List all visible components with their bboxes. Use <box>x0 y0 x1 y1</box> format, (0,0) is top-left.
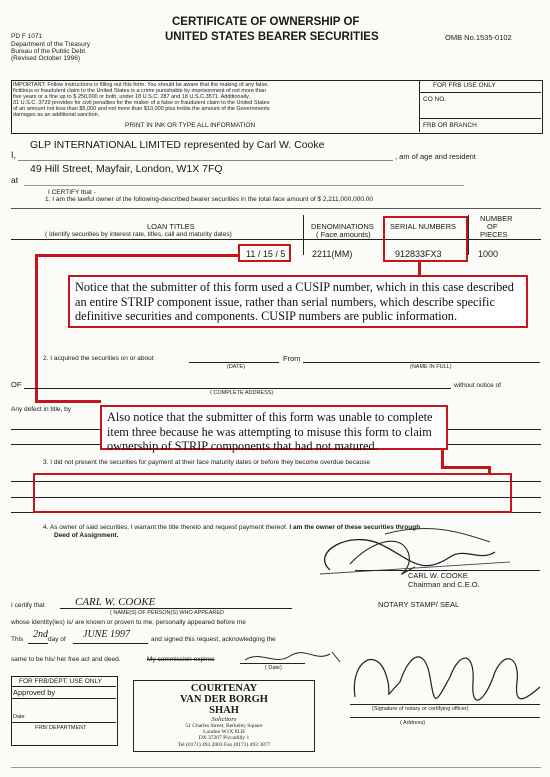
annotation-note-cusip: Notice that the submitter of this form used a CUSIP number, which in this case described an entire STRIP component issue, rather than serial numbers, which describe specific definitive securities and components. CUSIP numbers are public information. <box>68 275 528 328</box>
face-amounts-subheader: ( Face amounts) <box>316 230 371 239</box>
notary-address-caption: ( Address) <box>400 720 426 726</box>
stamp-line-4: Solicitors <box>211 716 237 723</box>
title-line-2: UNITED STATES BEARER SECURITIES <box>165 31 379 43</box>
department-line: Department of the Treasury <box>11 41 91 48</box>
revision-line: (Revised October 1996) <box>11 55 81 62</box>
certify-intro: I CERTIFY that - <box>48 189 96 196</box>
frb-line-2 <box>419 118 541 119</box>
frb-dept-title-line <box>11 686 116 687</box>
date-caption-notary: ( Date) <box>265 665 282 671</box>
owner-prefix: I, <box>11 150 17 160</box>
notary-signature-scribble <box>345 642 545 707</box>
number-header: NUMBER <box>480 214 513 223</box>
table-col-divider-2 <box>468 215 469 255</box>
frb-line-1 <box>419 92 541 93</box>
denominations-header: DENOMINATIONS <box>311 222 374 231</box>
appeared-name-line <box>60 608 292 609</box>
item-4-bold-text-2: Deed of Assignment. <box>54 532 119 539</box>
signed-text: and signed this request, acknowledging the <box>151 636 276 643</box>
notary-stamp-label: NOTARY STAMP/ SEAL <box>378 600 460 609</box>
row-serial-number: 912833FX3 <box>395 249 442 259</box>
row-denomination: 2211(MM) <box>312 249 353 259</box>
day-of-label: day of <box>48 636 66 643</box>
month-line <box>73 643 148 644</box>
row-loan-title: 11 / 15 / 5 <box>246 249 286 259</box>
of-label: OF <box>11 380 22 389</box>
item-2-address-line <box>24 388 451 389</box>
day-handwritten: 2nd <box>33 629 48 640</box>
signer-title: Chairman and C.E.O. <box>408 580 480 589</box>
age-resident-text: , am of age and resident <box>395 152 476 161</box>
appeared-name-handwritten: CARL W. COOKE <box>75 596 156 608</box>
important-line-5: of an amount not less than $5,000 and not more than $10,000 plus treble the amount of the Governments <box>13 106 270 112</box>
frb-dept-title: FOR FRB/DEPT. USE ONLY <box>19 678 102 685</box>
defect-text: Any defect in title, by <box>11 406 71 413</box>
month-year-handwritten: JUNE 1997 <box>83 629 130 640</box>
owner-line <box>18 160 393 161</box>
serial-numbers-header: SERIAL NUMBERS <box>390 222 456 231</box>
frb-branch-label: FRB OR BRANCH <box>423 122 477 129</box>
pieces-header: PIECES <box>480 230 508 239</box>
important-line-1: IMPORTANT: Follow instructions in filling out this form. You should be aware that the making of any false, <box>13 82 269 88</box>
item-2-text: 2. I acquired the securities on or about <box>43 355 154 362</box>
print-note: PRINT IN INK OR TYPE ALL INFORMATION <box>125 122 256 129</box>
commission-expires-struck: My commission expires <box>147 656 215 663</box>
stamp-line-3: SHAH <box>209 705 239 716</box>
frb-department-label: FRB/ DEPARTMENT <box>35 725 87 731</box>
item-3-highlight-box <box>33 473 512 513</box>
name-caption: (NAME IN FULL) <box>410 364 452 370</box>
co-no-label: CO NO. <box>423 96 447 103</box>
date-label-frb: Date <box>13 714 25 720</box>
important-line-4: 31 U.S.C. 3729 provides for civil penalties for the maker of a false or fraudulent claim to the United States <box>13 100 270 106</box>
stamp-line-7: DX 37207 Piccadilly 1 <box>198 735 250 742</box>
without-notice-text: without notice of <box>454 382 501 389</box>
connector-horizontal-2 <box>35 400 101 403</box>
owner-name: GLP INTERNATIONAL LIMITED represented by Carl W. Cooke <box>30 139 325 151</box>
stamp-line-2: VAN DER BORGH <box>180 694 268 705</box>
identity-text: whose identity(ies) is/ are known or proven to me, personally appeared before me <box>11 619 246 626</box>
commission-scribble <box>240 648 350 670</box>
important-line-2: fictitious or fraudulent claim to the United States is a crime punishable by imprisonment of not more than <box>13 88 267 94</box>
notary-address-line <box>350 717 540 718</box>
item-2-date-line <box>189 362 279 363</box>
certify-item-1: 1. I am the lawful owner of the following-described bearer securities in the total face amount of $ 2,211,000,000.00 <box>45 196 373 203</box>
loan-titles-subheader: ( Identify securities by interest rate, titles, call and maturity dates) <box>45 231 232 238</box>
item-4-text: 4. As owner of said securities, I warrant the title thereto and request payment thereof. I am the owner of these securities through <box>43 524 421 531</box>
bottom-rule <box>11 767 541 768</box>
important-line-6: damages as an additional sanction. <box>13 112 100 118</box>
address-caption: ( COMPLETE ADDRESS) <box>210 390 274 396</box>
connector-serial-to-note <box>418 261 421 276</box>
stamp-line-1: COURTENAY <box>190 683 258 694</box>
from-label: From <box>283 354 301 363</box>
stamp-line-8: Tel (0171) 493 2003 Fax (0171) 493 3877 <box>177 741 271 748</box>
title-line-1: CERTIFICATE OF OWNERSHIP OF <box>172 16 360 28</box>
this-label: This <box>11 636 24 643</box>
stamp-line-5: 51 Charles Street, Berkeley Square <box>185 723 263 729</box>
form-number: PD F 1071 <box>11 33 43 40</box>
frb-use-only-label: FOR FRB USE ONLY <box>433 82 496 89</box>
loan-titles-header: LOAN TITLES <box>147 222 195 231</box>
loan-title-highlight-box <box>238 244 291 262</box>
important-line-3: five years or a fine up to $ 250,000 or both, under 18 U.S.C. 287 and 18 U.S.C.3571. Additionally, <box>13 94 250 100</box>
approved-by-label: Approved by <box>13 688 56 697</box>
stamp-line-6: London W1X 8LH <box>203 729 245 736</box>
approved-line <box>11 698 116 699</box>
same-text: same to be his/ her free act and deed. <box>11 656 121 663</box>
frb-box-divider <box>419 80 420 132</box>
at-label: at <box>11 175 19 185</box>
of-header: OF <box>487 222 498 231</box>
frb-date-line <box>11 722 116 723</box>
item-3-text: 3. I did not present the securities for payment at their face maturity dates or before they become overdue because <box>43 459 370 466</box>
names-caption: ( NAME(S) OF PERSON(S) WHO APPEARED <box>110 610 224 616</box>
signer-name: CARL W. COOKE <box>408 571 468 580</box>
solicitor-stamp <box>133 680 315 752</box>
connector-horizontal-1 <box>35 254 240 257</box>
omb-number: OMB No.1535-0102 <box>445 33 512 42</box>
bureau-line: Bureau of the Public Debt <box>11 48 86 55</box>
notary-signature-caption: (Signature of notary or certifying officer) <box>372 706 469 712</box>
date-caption: (DATE) <box>227 364 245 370</box>
address-line <box>24 185 464 186</box>
notary-signature-line <box>350 704 540 705</box>
annotation-note-item-three: Also notice that the submitter of this form was unable to complete item three because he was attempting to misuse this form to claim ownership of STRIP components that had not matured. <box>100 405 448 450</box>
certify-that-label: I certify that <box>11 602 45 609</box>
item-4-bold-text: I am the owner of these securities through <box>289 524 421 531</box>
day-line <box>28 643 48 644</box>
certify-rule <box>11 208 541 209</box>
item-2-from-line <box>303 362 540 363</box>
owner-address: 49 Hill Street, Mayfair, London, W1X 7FQ <box>30 163 223 175</box>
table-col-divider-1 <box>303 215 304 255</box>
row-pieces: 1000 <box>478 249 499 259</box>
connector-horizontal-3 <box>441 466 490 469</box>
commission-date-line <box>240 663 305 664</box>
serial-highlight-box <box>383 216 468 262</box>
connector-vertical-1 <box>35 254 38 402</box>
